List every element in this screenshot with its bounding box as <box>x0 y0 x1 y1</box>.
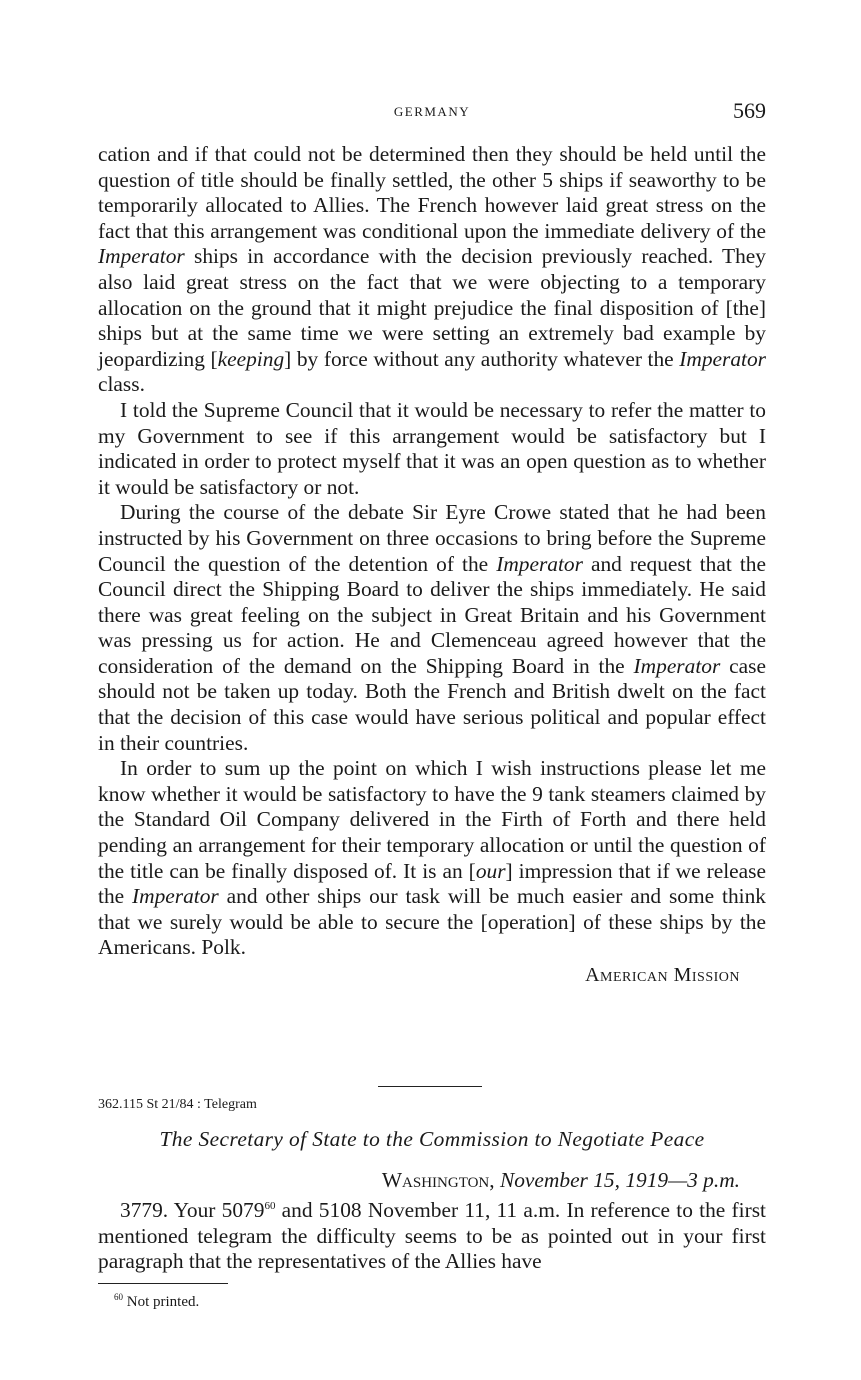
paragraph-1 <box>98 142 766 398</box>
italic-run: Imperator <box>633 653 721 678</box>
text-run: ] by force without any authority whatever the <box>284 346 680 371</box>
paragraph-text-b: and 5108 November 11, 11 a.m. In reference to the first mentioned telegram the difficulty seems to be as pointed out in your first paragraph that the representatives of the Allies have <box>98 1198 766 1274</box>
text-run: In order to sum up the point on which I wish instructions please let me know whether it would be satisfactory to have the 9 tank steamers claimed by the Standard Oil Company delivered in the Firth of Forth and there held pending an arrangement for their temporary allocation or until the question of the title can be finally disposed of. It is an [ <box>98 756 766 883</box>
paragraph-list <box>98 142 766 961</box>
text-run: and request that the Council direct the Shipping Board to deliver the ships immediately. He said there was great feeling on the subject in Great Britain and his Government was pressing us for action. He and Clemenceau agreed however that the consideration of the demand on the Shipping Board in the <box>98 551 766 678</box>
signature: American Mission <box>585 964 740 986</box>
telegram-body <box>98 142 766 989</box>
footnote <box>114 1294 199 1311</box>
paragraph-text-a: Your 5079 <box>168 1198 265 1222</box>
paragraph-2 <box>98 398 766 500</box>
text-run: case should not be taken up today. Both the French and British dwelt on the fact that the decision of this case would have serious political and popular effect in their countries. <box>98 653 766 755</box>
italic-run: Imperator <box>679 346 766 371</box>
italic-run: Imperator <box>496 551 583 576</box>
document-heading: The Secretary of State to the Commission to Negotiate Peace <box>159 1127 705 1151</box>
text-run: class. <box>98 372 145 397</box>
footnote-mark: 60 <box>114 1292 123 1302</box>
section-divider <box>378 1086 482 1087</box>
dateline <box>382 1168 740 1193</box>
footnote-reference[interactable]: 60 <box>264 1200 276 1212</box>
telegram2-paragraph <box>98 1198 766 1275</box>
dateline-place: Washington, <box>381 1168 495 1192</box>
text-run: During the course of the debate Sir Eyre Crowe stated that he had been instructed by his Government on three occasions to bring before the Supreme Council the question of the detention of the <box>98 500 766 576</box>
telegram2-body <box>98 1198 766 1275</box>
running-title: GERMANY <box>393 104 471 119</box>
italic-run: Imperator <box>98 244 185 269</box>
text-run: ships in accordance with the decision previously reached. They also laid great stress on the fact that we were objecting to a temporary allocation on the ground that it might prejudice the final disposition of [the] ships but at the same time we were setting an extremely bad example by jeopardizing [ <box>98 244 766 371</box>
text-run: cation and if that could not be determined then they should be held until the question of title should be finally settled, the other 5 ships if seaworthy to be temporarily allocated to Allies. The French however laid great stress on the fact that this arrangement was conditional upon the immediate delivery of the <box>98 142 766 243</box>
paragraph-4 <box>98 756 766 961</box>
file-reference: 362.115 St 21/84 : Telegram <box>98 1097 257 1112</box>
page-number: 569 <box>733 98 766 123</box>
italic-run: keeping <box>217 346 285 371</box>
text-run: I told the Supreme Council that it would be necessary to refer the matter to my Government to see if this arrangement would be satisfactory but I indicated in order to protect myself that it was an open question as to whether it would be satisfactory or not. <box>98 397 766 499</box>
running-head <box>98 98 766 128</box>
paragraph-3 <box>98 500 766 756</box>
italic-run: Imperator <box>132 884 219 909</box>
paragraph-number: 3779. <box>120 1198 169 1222</box>
footnote-text: Not printed. <box>126 1294 200 1310</box>
footnote-divider <box>98 1283 228 1284</box>
text-run: and other ships our task will be much easier and some think that we surely would be able to secure the [operation] of these ships by the Americans. Polk. <box>98 884 766 960</box>
dateline-date: November 15, 1919—3 p.m. <box>499 1168 740 1192</box>
text-run: ] impression that if we release the <box>98 858 766 909</box>
italic-run: our <box>475 858 506 883</box>
